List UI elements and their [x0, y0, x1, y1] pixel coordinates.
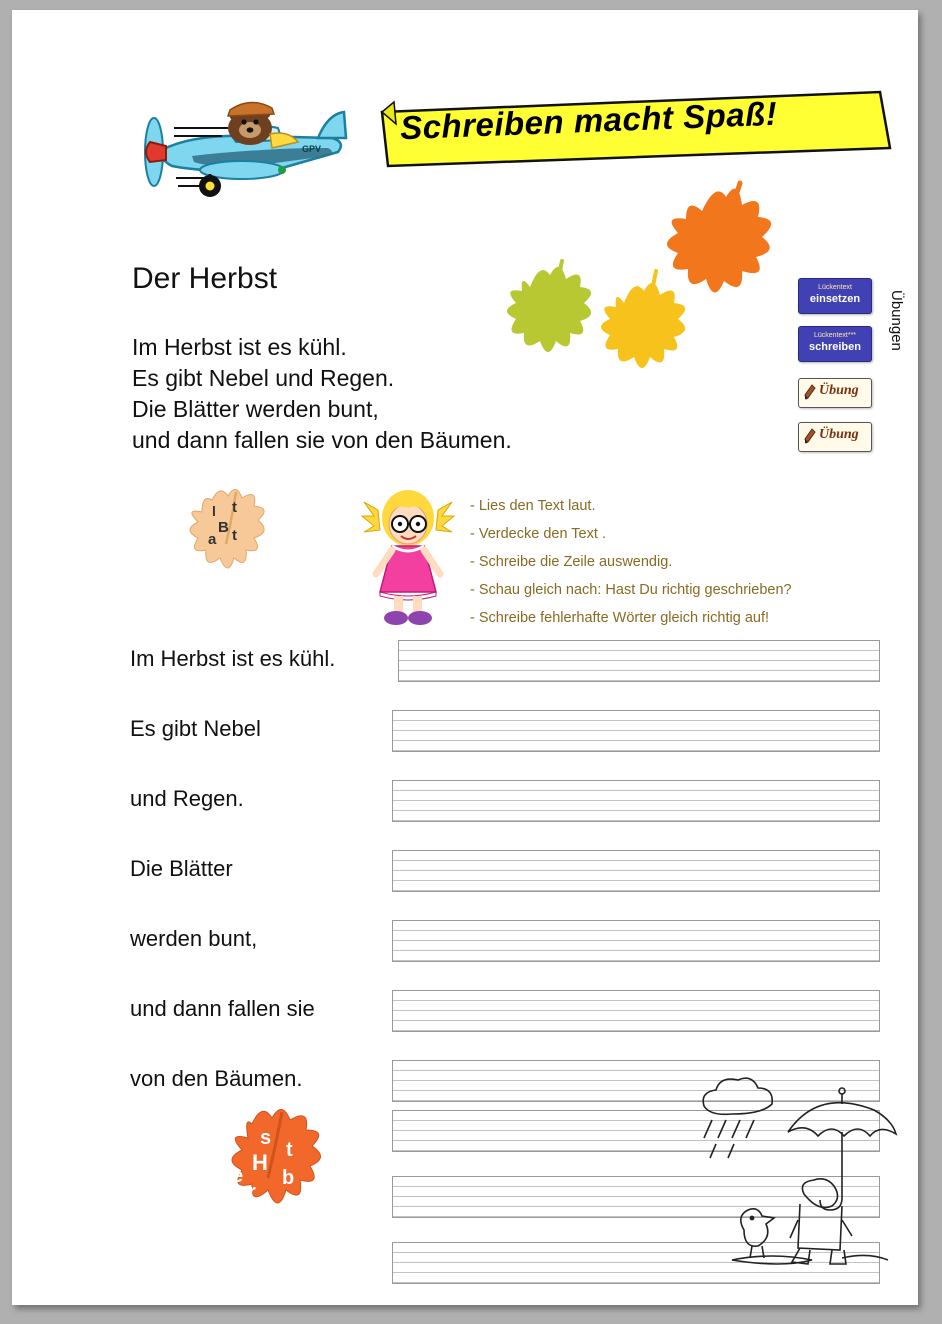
svg-text:t: t — [232, 499, 237, 516]
poem-line-3: Die Blätter werden bunt, — [132, 396, 379, 422]
ubung-label-1: Übung — [819, 383, 859, 398]
writing-line-area[interactable] — [392, 850, 880, 892]
writing-line-area[interactable] — [392, 920, 880, 962]
luckentext-einsetzen-label: einsetzen — [809, 293, 861, 305]
orange-leaf-icon — [667, 183, 771, 293]
herbst-letter-leaf — [202, 1100, 342, 1255]
row-label: von den Bäumen. — [130, 1066, 303, 1091]
rain-umbrella-illustration — [692, 1070, 902, 1270]
banner-title: Schreiben macht Spaß! — [399, 94, 778, 147]
writing-line-area[interactable] — [392, 710, 880, 752]
exercise-buttons-panel — [798, 278, 890, 478]
ubung-label-2: Übung — [819, 427, 859, 442]
instruction-item: - Schreibe fehlerhafte Wörter gleich richtig auf! — [470, 610, 769, 626]
row-label: Es gibt Nebel — [130, 716, 261, 741]
writing-line-area[interactable] — [398, 640, 880, 682]
svg-text:s: s — [260, 1127, 272, 1149]
luckentext-einsetzen-button[interactable] — [798, 278, 872, 314]
green-leaf-icon — [507, 261, 591, 352]
writing-row — [130, 710, 890, 780]
svg-text:e: e — [232, 1165, 244, 1187]
writing-row — [130, 640, 890, 710]
svg-text:l: l — [212, 503, 216, 519]
blatt-letter-leaf — [170, 482, 290, 597]
instruction-item: - Lies den Text laut. — [470, 498, 596, 514]
writing-row — [130, 850, 890, 920]
writing-line-area[interactable] — [392, 990, 880, 1032]
ubung-button-1[interactable] — [798, 378, 872, 408]
svg-text:t: t — [232, 527, 237, 544]
poem-text — [132, 332, 512, 456]
writing-row — [130, 780, 890, 850]
svg-text:t: t — [286, 1139, 293, 1161]
svg-text:r: r — [248, 1181, 256, 1203]
poem-line-2: Es gibt Nebel und Regen. — [132, 365, 395, 391]
plane-label: GPV — [302, 144, 322, 154]
luckentext-einsetzen-small-label: Lückentext — [818, 284, 852, 291]
girl-illustration — [360, 482, 456, 627]
banner-ribbon — [380, 90, 892, 168]
row-label: Im Herbst ist es kühl. — [130, 646, 336, 671]
row-label: und Regen. — [130, 786, 244, 811]
row-label: werden bunt, — [130, 926, 258, 951]
row-label: Die Blätter — [130, 856, 233, 881]
instruction-item: - Verdecke den Text . — [470, 526, 606, 542]
instruction-item: - Schreibe die Zeile auswendig. — [470, 554, 673, 570]
luckentext-schreiben-button[interactable] — [798, 326, 872, 362]
writing-row — [130, 920, 890, 990]
airplane-illustration — [132, 90, 372, 200]
instruction-item: - Schau gleich nach: Hast Du richtig geschrieben? — [470, 582, 792, 598]
svg-text:B: B — [218, 519, 229, 536]
svg-text:H: H — [252, 1150, 268, 1175]
writing-row — [130, 990, 890, 1060]
autumn-leaves-decoration — [490, 175, 790, 410]
luckentext-schreiben-label: schreiben — [809, 341, 861, 353]
poem-line-4: und dann fallen sie von den Bäumen. — [132, 427, 512, 453]
svg-text:b: b — [282, 1167, 295, 1189]
pencil-icon — [803, 427, 817, 445]
ubung-button-2[interactable] — [798, 422, 872, 452]
side-panel-label: Übungen — [888, 290, 905, 351]
page-title: Der Herbst — [132, 262, 278, 295]
svg-text:a: a — [208, 531, 217, 548]
yellow-leaf-icon — [601, 271, 685, 368]
poem-line-1: Im Herbst ist es kühl. — [132, 334, 347, 360]
instructions-list — [470, 492, 890, 632]
writing-line-area[interactable] — [392, 780, 880, 822]
luckentext-schreiben-small-label: Lückentext*** — [813, 332, 857, 339]
worksheet-page — [12, 10, 918, 1305]
row-label: und dann fallen sie — [130, 996, 315, 1021]
writing-rows — [130, 640, 890, 1130]
pencil-icon — [803, 383, 817, 401]
